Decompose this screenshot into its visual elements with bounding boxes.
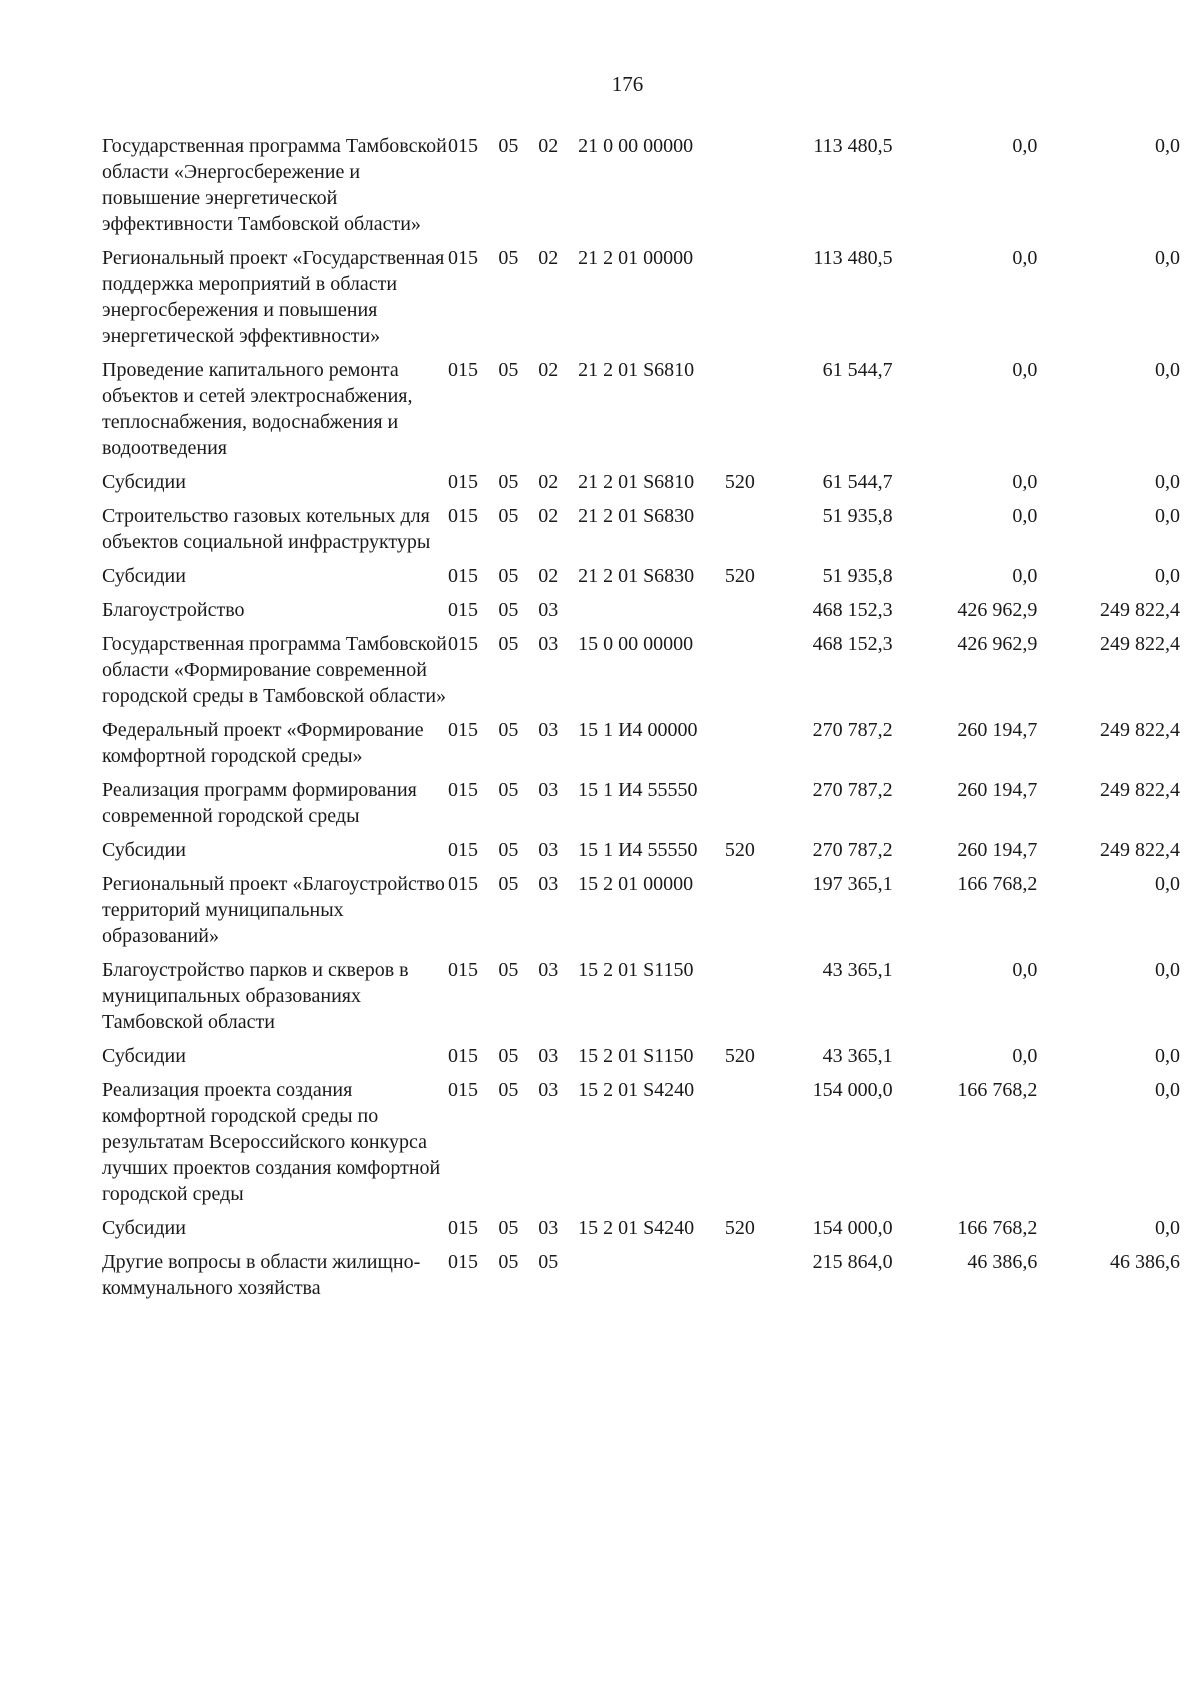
row-expense-type-code xyxy=(725,871,777,957)
row-target-article-code: 21 2 01 S6810 xyxy=(578,359,695,381)
row-admin-code: 015 xyxy=(448,873,479,895)
row-subsection-code: 03 xyxy=(538,779,559,801)
row-amount-year-3: 0,0 xyxy=(1155,359,1180,381)
row-subsection-code: 03 xyxy=(538,719,559,741)
row-amount-year-2: 46 386,6 xyxy=(967,1251,1038,1273)
row-section-code: 05 xyxy=(498,839,519,861)
row-expense-type-code: 520 xyxy=(724,1217,755,1239)
row-expense-type-code xyxy=(725,777,777,837)
row-section-code: 05 xyxy=(498,779,519,801)
row-amount-year-1: 270 787,2 xyxy=(812,839,893,861)
row-admin-code: 015 xyxy=(448,1079,479,1101)
row-amount-year-2: 260 194,7 xyxy=(957,839,1038,861)
row-admin-code: 015 xyxy=(448,135,479,157)
row-amount-year-3: 0,0 xyxy=(1155,505,1180,527)
row-amount-year-3: 0,0 xyxy=(1155,873,1180,895)
table-row xyxy=(102,245,1180,357)
row-admin-code: 015 xyxy=(448,1217,479,1239)
row-subsection-code: 03 xyxy=(538,1217,559,1239)
row-amount-year-2: 260 194,7 xyxy=(957,719,1038,741)
row-subsection-code: 03 xyxy=(538,1045,559,1067)
row-name: Субсидии xyxy=(102,1045,186,1067)
row-subsection-code: 03 xyxy=(538,873,559,895)
row-name: Региональный проект «Государственная поддержка мероприятий в области энергосбережения и повышения энергетической эффективности» xyxy=(102,247,445,347)
row-section-code: 05 xyxy=(498,565,519,587)
row-amount-year-3: 249 822,4 xyxy=(1100,779,1180,801)
row-expense-type-code xyxy=(725,597,777,631)
table-row xyxy=(102,133,1180,245)
row-amount-year-3: 0,0 xyxy=(1155,135,1180,157)
row-amount-year-1: 154 000,0 xyxy=(812,1079,893,1101)
row-admin-code: 015 xyxy=(448,359,479,381)
row-amount-year-1: 43 365,1 xyxy=(822,959,893,981)
row-target-article-code: 15 1 И4 55550 xyxy=(578,779,698,801)
table-row xyxy=(102,503,1180,563)
row-admin-code: 015 xyxy=(448,719,479,741)
row-section-code: 05 xyxy=(498,135,519,157)
row-expense-type-code: 520 xyxy=(724,839,755,861)
row-admin-code: 015 xyxy=(448,839,479,861)
row-target-article-code: 15 2 01 S1150 xyxy=(578,959,694,981)
row-name: Благоустройство парков и скверов в муниципальных образованиях Тамбовской области xyxy=(102,959,409,1033)
row-amount-year-3: 249 822,4 xyxy=(1100,839,1180,861)
row-section-code: 05 xyxy=(498,1217,519,1239)
row-name: Субсидии xyxy=(102,565,186,587)
row-expense-type-code xyxy=(725,133,777,245)
row-expense-type-code xyxy=(725,631,777,717)
row-expense-type-code xyxy=(725,717,777,777)
row-amount-year-3: 0,0 xyxy=(1155,1045,1180,1067)
table-row xyxy=(102,469,1180,503)
row-section-code: 05 xyxy=(498,873,519,895)
row-section-code: 05 xyxy=(498,359,519,381)
table-row xyxy=(102,1249,1180,1309)
row-amount-year-3: 0,0 xyxy=(1155,959,1180,981)
page-number: 176 xyxy=(611,72,644,96)
row-amount-year-3: 249 822,4 xyxy=(1100,633,1180,655)
row-admin-code: 015 xyxy=(448,1251,479,1273)
row-target-article-code: 15 2 01 S4240 xyxy=(578,1079,695,1101)
row-subsection-code: 02 xyxy=(538,565,559,587)
row-expense-type-code xyxy=(725,1249,777,1309)
row-amount-year-2: 426 962,9 xyxy=(957,633,1038,655)
row-amount-year-1: 51 935,8 xyxy=(822,565,893,587)
row-name: Другие вопросы в области жилищно-коммунального хозяйства xyxy=(102,1251,421,1299)
row-admin-code: 015 xyxy=(448,1045,479,1067)
row-amount-year-1: 113 480,5 xyxy=(813,135,893,157)
row-amount-year-1: 270 787,2 xyxy=(812,719,893,741)
budget-table-body xyxy=(102,133,1180,1309)
row-amount-year-1: 113 480,5 xyxy=(813,247,893,269)
row-amount-year-3: 0,0 xyxy=(1155,1079,1180,1101)
row-name: Государственная программа Тамбовской области «Формирование современной городской среды в Тамбовской области» xyxy=(102,633,447,707)
row-section-code: 05 xyxy=(498,719,519,741)
row-amount-year-2: 0,0 xyxy=(1012,505,1038,527)
row-amount-year-3: 0,0 xyxy=(1155,1217,1180,1239)
row-section-code: 05 xyxy=(498,633,519,655)
table-row xyxy=(102,871,1180,957)
row-section-code: 05 xyxy=(498,247,519,269)
row-subsection-code: 05 xyxy=(538,1251,559,1273)
row-name: Благоустройство xyxy=(102,599,245,621)
row-subsection-code: 02 xyxy=(538,505,559,527)
row-target-article-code: 15 2 01 S1150 xyxy=(578,1045,694,1067)
row-name: Реализация проекта создания комфортной городской среды по результатам Всероссийского конкурса лучших проектов создания комфортной городской среды xyxy=(102,1079,441,1205)
row-expense-type-code xyxy=(725,1077,777,1215)
row-name: Реализация программ формирования современной городской среды xyxy=(102,779,417,827)
row-amount-year-2: 0,0 xyxy=(1012,565,1038,587)
row-name: Субсидии xyxy=(102,1217,186,1239)
row-amount-year-2: 0,0 xyxy=(1012,135,1038,157)
row-admin-code: 015 xyxy=(448,247,479,269)
row-section-code: 05 xyxy=(498,505,519,527)
row-name: Субсидии xyxy=(102,839,186,861)
row-amount-year-2: 166 768,2 xyxy=(957,1079,1038,1101)
row-target-article-code: 21 0 00 00000 xyxy=(578,135,694,157)
row-amount-year-2: 260 194,7 xyxy=(957,779,1038,801)
row-amount-year-2: 0,0 xyxy=(1012,959,1038,981)
table-row xyxy=(102,717,1180,777)
row-subsection-code: 02 xyxy=(538,135,559,157)
row-subsection-code: 03 xyxy=(538,959,559,981)
row-target-article-code: 21 2 01 S6830 xyxy=(578,565,695,587)
row-admin-code: 015 xyxy=(448,471,479,493)
row-subsection-code: 03 xyxy=(538,1079,559,1101)
row-amount-year-2: 0,0 xyxy=(1012,471,1038,493)
row-amount-year-1: 43 365,1 xyxy=(822,1045,893,1067)
row-amount-year-1: 154 000,0 xyxy=(812,1217,893,1239)
row-target-article-code: 21 2 01 00000 xyxy=(578,247,694,269)
row-amount-year-3: 0,0 xyxy=(1155,565,1180,587)
row-amount-year-2: 0,0 xyxy=(1012,1045,1038,1067)
row-amount-year-2: 0,0 xyxy=(1012,247,1038,269)
row-amount-year-1: 197 365,1 xyxy=(812,873,893,895)
row-admin-code: 015 xyxy=(448,633,479,655)
row-amount-year-3: 0,0 xyxy=(1155,471,1180,493)
row-expense-type-code xyxy=(725,357,777,469)
row-subsection-code: 03 xyxy=(538,599,559,621)
row-amount-year-1: 61 544,7 xyxy=(822,359,893,381)
row-target-article-code: 15 2 01 00000 xyxy=(578,873,694,895)
row-section-code: 05 xyxy=(498,471,519,493)
row-expense-type-code: 520 xyxy=(724,471,755,493)
row-amount-year-1: 468 152,3 xyxy=(812,633,893,655)
table-row xyxy=(102,837,1180,871)
row-target-article-code xyxy=(578,1249,725,1309)
row-amount-year-3: 249 822,4 xyxy=(1100,719,1180,741)
row-name: Государственная программа Тамбовской области «Энергосбережение и повышение энергетической эффективности Тамбовской области» xyxy=(102,135,447,235)
row-subsection-code: 03 xyxy=(538,839,559,861)
row-amount-year-2: 0,0 xyxy=(1012,359,1038,381)
budget-table xyxy=(102,133,1180,1309)
row-amount-year-3: 0,0 xyxy=(1155,247,1180,269)
row-section-code: 05 xyxy=(498,959,519,981)
table-row xyxy=(102,597,1180,631)
row-target-article-code: 15 1 И4 55550 xyxy=(578,839,698,861)
row-subsection-code: 02 xyxy=(538,247,559,269)
table-row xyxy=(102,631,1180,717)
row-admin-code: 015 xyxy=(448,599,479,621)
row-admin-code: 015 xyxy=(448,779,479,801)
row-admin-code: 015 xyxy=(448,565,479,587)
row-subsection-code: 02 xyxy=(538,359,559,381)
row-section-code: 05 xyxy=(498,1045,519,1067)
row-amount-year-2: 166 768,2 xyxy=(957,873,1038,895)
table-row xyxy=(102,777,1180,837)
row-target-article-code: 15 0 00 00000 xyxy=(578,633,694,655)
row-name: Строительство газовых котельных для объектов социальной инфраструктуры xyxy=(102,505,431,553)
row-expense-type-code xyxy=(725,503,777,563)
row-name: Проведение капитального ремонта объектов и сетей электроснабжения, теплоснабжения, водоснабжения и водоотведения xyxy=(102,359,413,459)
row-section-code: 05 xyxy=(498,1079,519,1101)
row-admin-code: 015 xyxy=(448,959,479,981)
row-expense-type-code: 520 xyxy=(724,565,755,587)
row-expense-type-code: 520 xyxy=(724,1045,755,1067)
row-section-code: 05 xyxy=(498,1251,519,1273)
row-target-article-code: 15 2 01 S4240 xyxy=(578,1217,695,1239)
row-section-code: 05 xyxy=(498,599,519,621)
row-name: Федеральный проект «Формирование комфортной городской среды» xyxy=(102,719,424,767)
row-subsection-code: 03 xyxy=(538,633,559,655)
row-name: Региональный проект «Благоустройство территорий муниципальных образований» xyxy=(102,873,445,947)
row-subsection-code: 02 xyxy=(538,471,559,493)
table-row xyxy=(102,1077,1180,1215)
row-expense-type-code xyxy=(725,245,777,357)
row-amount-year-3: 249 822,4 xyxy=(1100,599,1180,621)
row-amount-year-1: 215 864,0 xyxy=(812,1251,893,1273)
row-target-article-code: 21 2 01 S6830 xyxy=(578,505,695,527)
row-amount-year-1: 51 935,8 xyxy=(822,505,893,527)
row-amount-year-2: 166 768,2 xyxy=(957,1217,1038,1239)
row-amount-year-3: 46 386,6 xyxy=(1110,1251,1180,1273)
row-amount-year-2: 426 962,9 xyxy=(957,599,1038,621)
row-amount-year-1: 270 787,2 xyxy=(812,779,893,801)
table-row xyxy=(102,563,1180,597)
table-row xyxy=(102,357,1180,469)
row-amount-year-1: 468 152,3 xyxy=(812,599,893,621)
row-admin-code: 015 xyxy=(448,505,479,527)
row-target-article-code xyxy=(578,597,725,631)
table-row xyxy=(102,957,1180,1043)
table-row xyxy=(102,1043,1180,1077)
row-target-article-code: 15 1 И4 00000 xyxy=(578,719,698,741)
table-row xyxy=(102,1215,1180,1249)
row-expense-type-code xyxy=(725,957,777,1043)
row-target-article-code: 21 2 01 S6810 xyxy=(578,471,695,493)
row-amount-year-1: 61 544,7 xyxy=(822,471,893,493)
row-name: Субсидии xyxy=(102,471,186,493)
